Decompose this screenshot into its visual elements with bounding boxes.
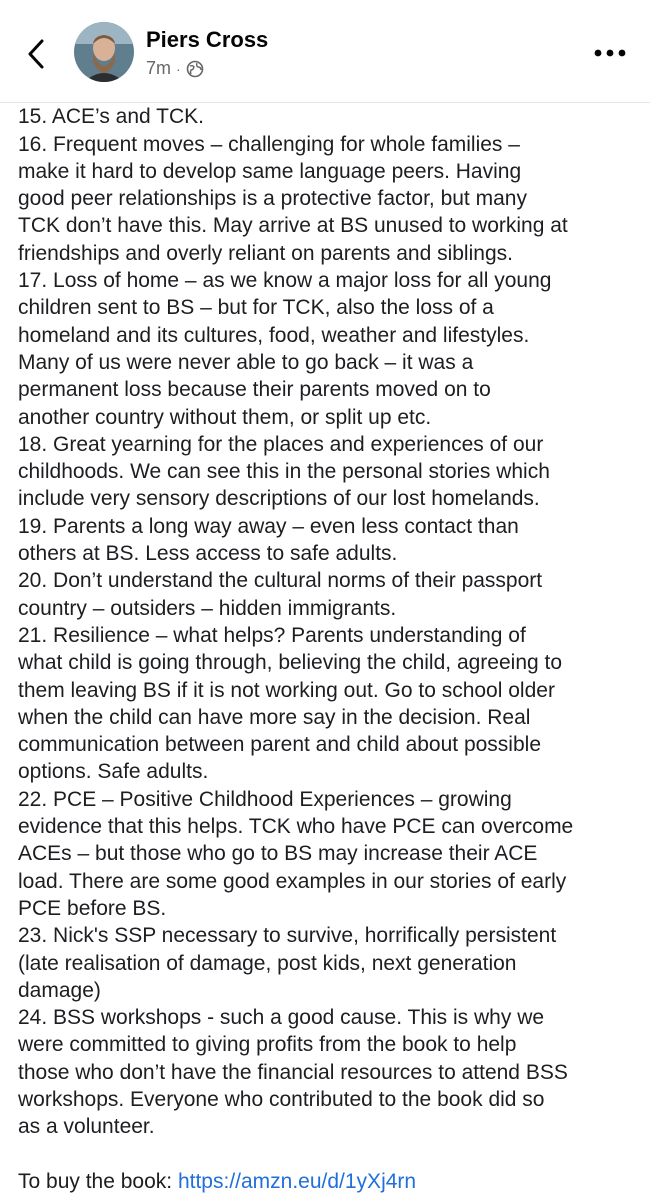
post-line: Many of us were never able to go back – it was a — [18, 350, 474, 374]
post-line: were committed to giving profits from the book to help — [18, 1033, 517, 1057]
post-line: 21. Resilience – what helps? Parents understanding of — [18, 623, 526, 647]
post-line: load. There are some good examples in our stories of early — [18, 869, 567, 893]
post-line: friendships and overly reliant on parents and siblings. — [18, 241, 513, 265]
post-line: 19. Parents a long way away – even less contact than — [18, 514, 519, 538]
post-line: what child is going through, believing the child, agreeing to — [18, 651, 563, 675]
buy-line — [18, 1168, 638, 1195]
post-body — [18, 76, 638, 1195]
post-line: homeland and its cultures, food, weather and lifestyles. — [18, 323, 530, 347]
more-dots-icon — [594, 49, 626, 57]
post-text — [18, 103, 638, 1140]
post-meta — [146, 58, 204, 79]
chevron-left-icon — [26, 38, 46, 70]
post-line: as a volunteer. — [18, 1115, 155, 1139]
buy-label: To buy the book: — [18, 1169, 178, 1193]
post-line: workshops. Everyone who contributed to the book did so — [18, 1087, 545, 1111]
post-line: 22. PCE – Positive Childhood Experiences – growing — [18, 787, 512, 811]
post-line: permanent loss because their parents moved on to — [18, 378, 491, 402]
post-line: TCK don’t have this. May arrive at BS unused to working at — [18, 214, 568, 238]
more-options-button[interactable] — [592, 38, 628, 68]
post-timestamp[interactable]: 7m — [146, 58, 172, 78]
meta-separator: · — [176, 60, 181, 77]
post-line: those who don’t have the financial resources to attend BSS — [18, 1060, 568, 1084]
post-line: 15. ACE’s and TCK. — [18, 105, 204, 129]
post-line: country – outsiders – hidden immigrants. — [18, 596, 397, 620]
post-line: 20. Don’t understand the cultural norms of their passport — [18, 569, 543, 593]
post-line: PCE before BS. — [18, 896, 167, 920]
post-line: ACEs – but those who go to BS may increase their ACE — [18, 842, 538, 866]
post-header — [0, 0, 650, 103]
back-button[interactable] — [18, 32, 54, 76]
post-line: (late realisation of damage, post kids, next generation — [18, 951, 517, 975]
post-line: evidence that this helps. TCK who have PCE can overcome — [18, 815, 574, 839]
post-line: options. Safe adults. — [18, 760, 209, 784]
post-line: 23. Nick's SSP necessary to survive, horrifically persistent — [18, 924, 557, 948]
author-avatar[interactable] — [74, 22, 134, 82]
post-line: children sent to BS – but for TCK, also the loss of a — [18, 296, 494, 320]
post-line: 17. Loss of home – as we know a major loss for all young — [18, 269, 552, 293]
post-line: others at BS. Less access to safe adults. — [18, 542, 398, 566]
post-line: when the child can have more say in the decision. Real — [18, 705, 531, 729]
post-line: 16. Frequent moves – challenging for whole families – — [18, 132, 520, 156]
blank-line — [18, 1141, 638, 1168]
post-line: them leaving BS if it is not working out. Go to school older — [18, 678, 555, 702]
post-line: damage) — [18, 978, 101, 1002]
post-line: make it hard to develop same language peers. Having — [18, 159, 522, 183]
post-line: good peer relationships is a protective factor, but many — [18, 187, 527, 211]
globe-icon — [186, 60, 204, 78]
post-line: another country without them, or split up etc. — [18, 405, 432, 429]
post-line: childhoods. We can see this in the personal stories which — [18, 460, 550, 484]
buy-link[interactable]: https://amzn.eu/d/1yXj4rn — [177, 1169, 417, 1193]
author-name[interactable]: Piers Cross — [146, 27, 269, 52]
post-line: communication between parent and child about possible — [18, 733, 542, 757]
post-line: 24. BSS workshops - such a good cause. This is why we — [18, 1006, 545, 1030]
post-line: 18. Great yearning for the places and experiences of our — [18, 432, 544, 456]
post-line: include very sensory descriptions of our lost homelands. — [18, 487, 540, 511]
